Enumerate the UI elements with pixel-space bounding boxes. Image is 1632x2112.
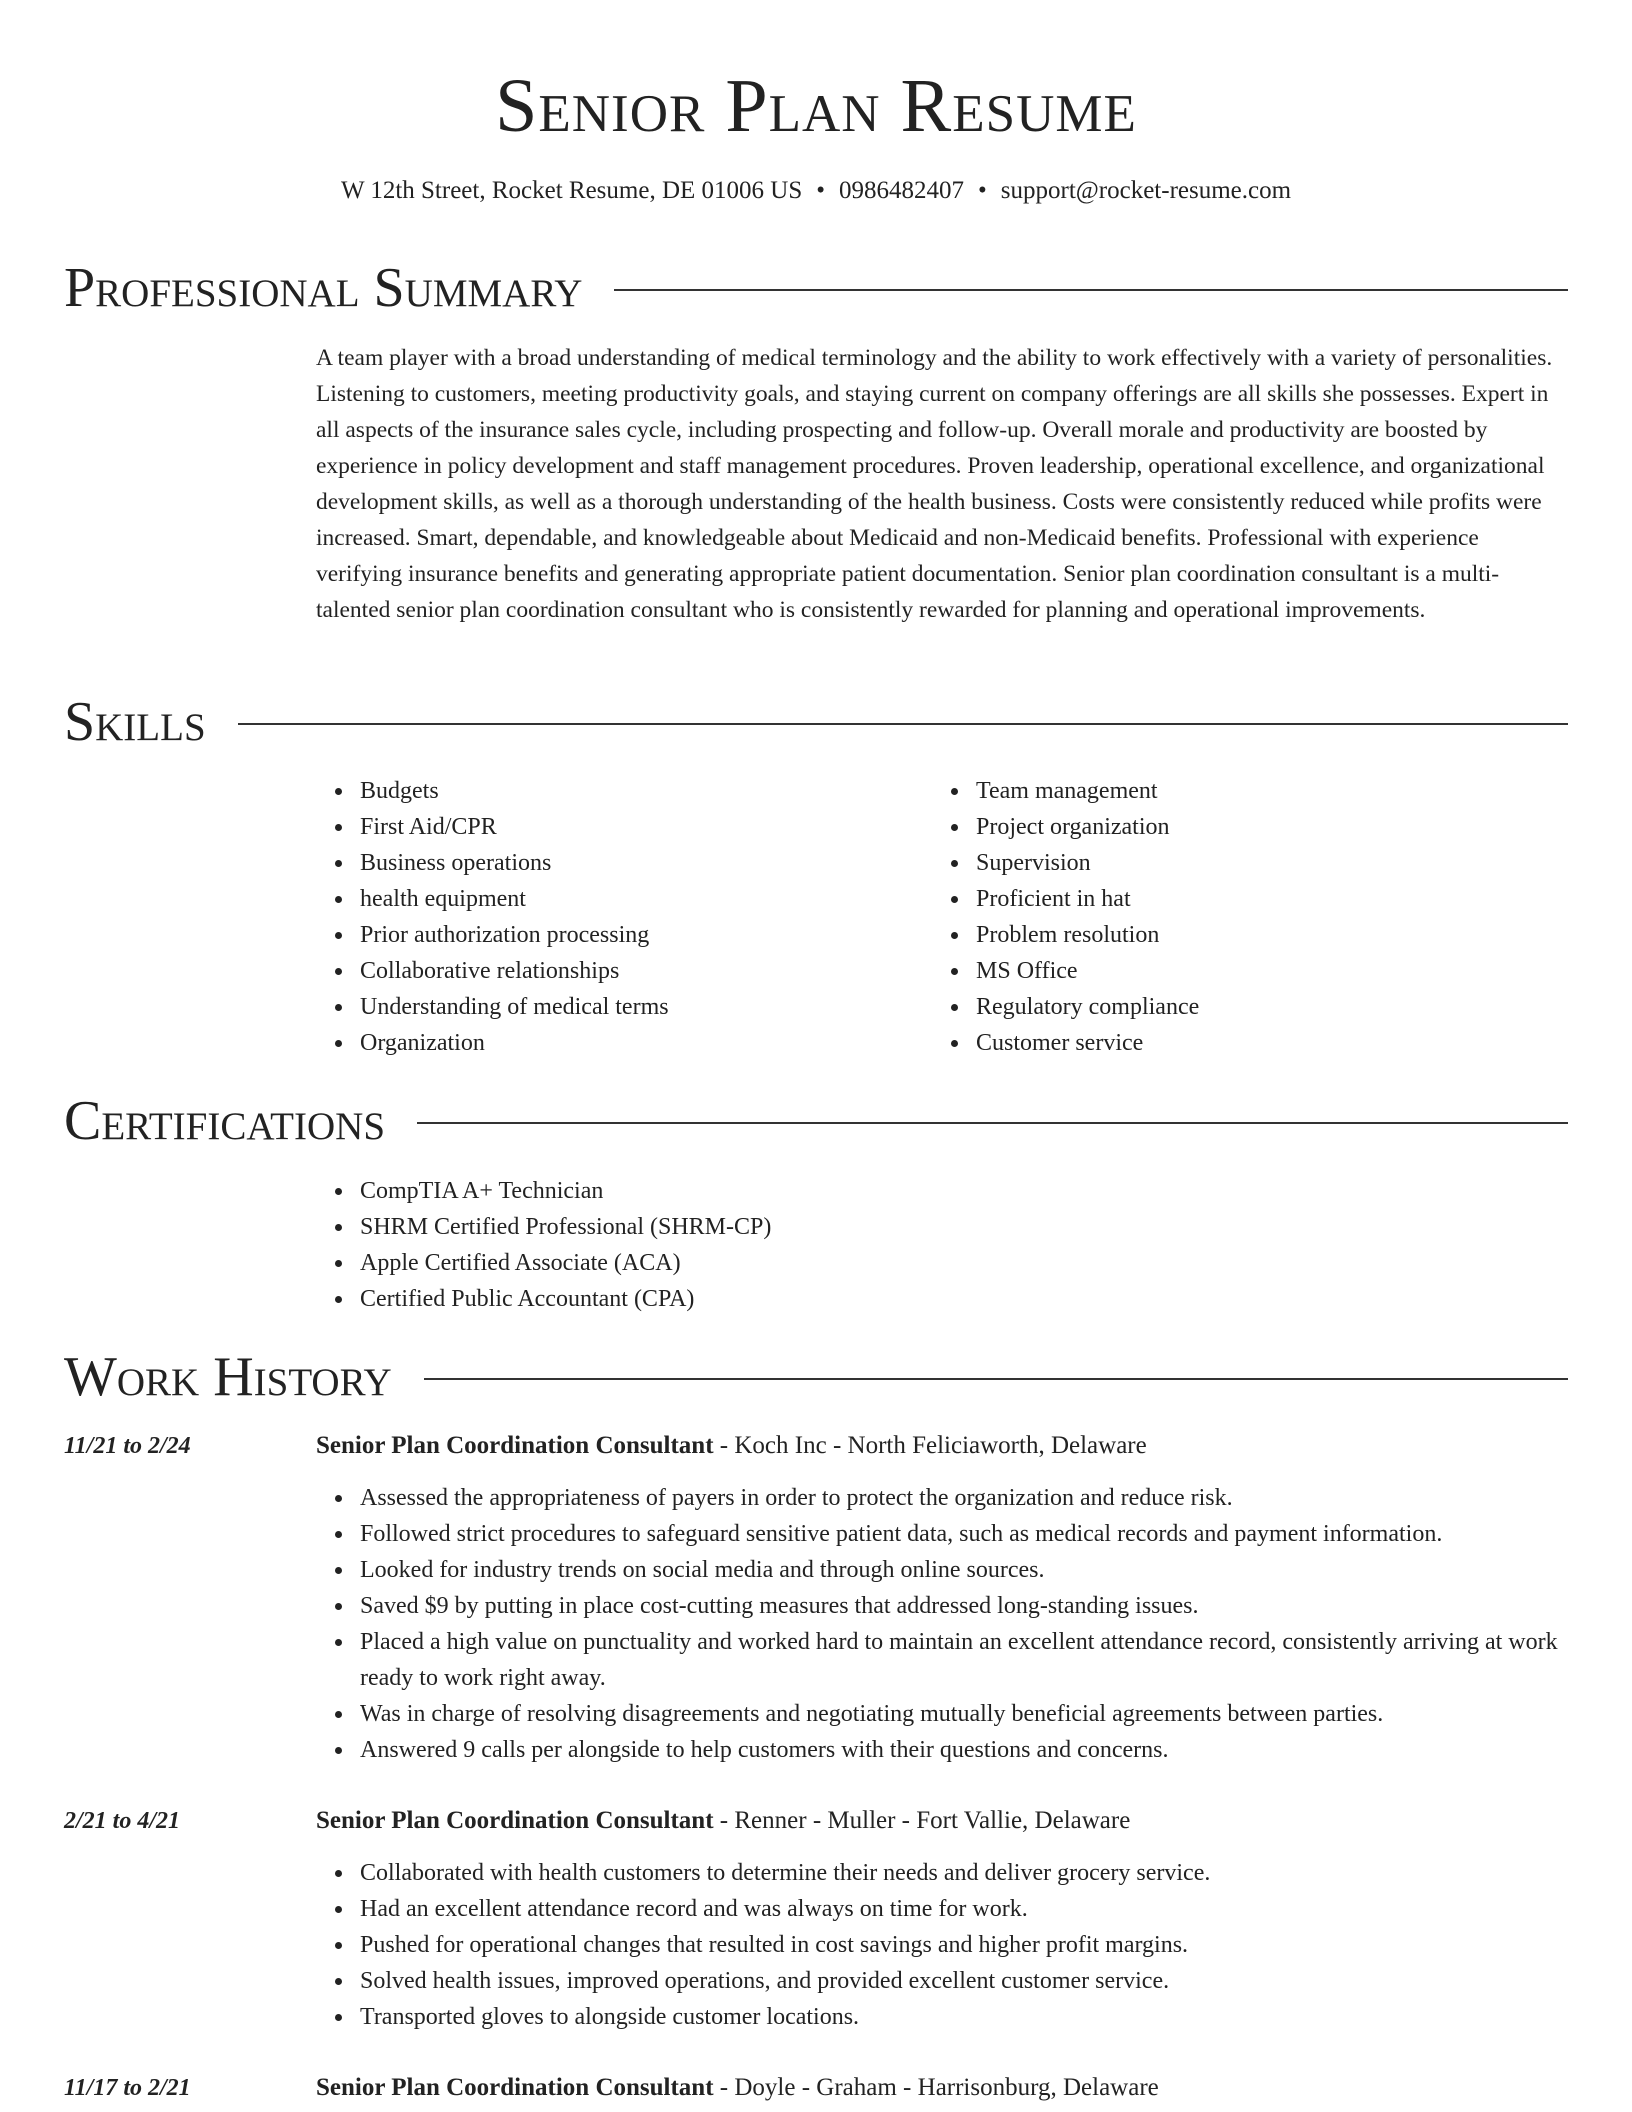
job-bullet: Saved $9 by putting in place cost-cutting measures that addressed long-standing issues.	[360, 1588, 1576, 1624]
job-bullet: Placed a high value on punctuality and worked hard to maintain an excellent attendance record, consistently arriving at work ready to work right away.	[360, 1624, 1576, 1696]
section-heading: Certifications	[64, 1090, 386, 1152]
skill-item: Collaborative relationships	[360, 953, 916, 989]
job-bullet: Collaborated with health customers to determine their needs and deliver grocery service.	[360, 1855, 1576, 1891]
job-dates: 11/17 to 2/21	[64, 2075, 191, 2101]
job-header	[316, 1428, 1576, 1464]
skill-item: Team management	[976, 773, 1532, 809]
job-company-location: - Doyle - Graham - Harrisonburg, Delaware	[713, 2074, 1159, 2101]
skill-item: First Aid/CPR	[360, 809, 916, 845]
summary-text: A team player with a broad understanding of medical terminology and the ability to work effectively with a variety of personalities. Listening to customers, meeting productivity goals, and staying current on company offerings are all skills she possesses. Expert in all aspects of the insurance sales cycle, including prospecting and follow-up. Overall morale and productivity are boosted by experience in policy development and staff management procedures. Proven leadership, operational excellence, and organizational development skills, as well as a thorough understanding of the health business. Costs were consistently reduced while profits were increased. Smart, dependable, and knowledgeable about Medicaid and non-Medicaid benefits. Professional with experience verifying insurance benefits and generating appropriate patient documentation. Senior plan coordination consultant is a multi-talented senior plan coordination consultant who is consistently rewarded for planning and operational improvements.	[316, 345, 1553, 623]
email: support@rocket-resume.com	[1000, 177, 1292, 204]
job-bullet-list	[316, 1480, 1576, 1768]
certifications-list	[316, 1173, 1216, 1317]
section-certifications	[64, 1089, 1568, 1153]
job-company-location: - Renner - Muller - Fort Vallie, Delaware	[713, 1807, 1131, 1834]
skills-list	[932, 773, 1532, 1061]
skill-item: Regulatory compliance	[976, 989, 1532, 1025]
contact-line	[0, 174, 1632, 208]
skill-item: MS Office	[976, 953, 1532, 989]
job-bullet: Looked for industry trends on social media and through online sources.	[360, 1552, 1576, 1588]
skill-item: Business operations	[360, 845, 916, 881]
certification-item: Certified Public Accountant (CPA)	[360, 1281, 1216, 1317]
skill-item: Organization	[360, 1025, 916, 1061]
separator-dot: •	[816, 177, 825, 204]
job-bullet: Assessed the appropriateness of payers in order to protect the organization and reduce risk.	[360, 1480, 1576, 1516]
skill-item: health equipment	[360, 881, 916, 917]
certification-item: Apple Certified Associate (ACA)	[360, 1245, 1216, 1281]
section-divider	[424, 1378, 1568, 1380]
section-heading: Work History	[64, 1346, 392, 1408]
skill-item: Prior authorization processing	[360, 917, 916, 953]
skill-item: Supervision	[976, 845, 1532, 881]
job-bullet: Had an excellent attendance record and was always on time for work.	[360, 1891, 1576, 1927]
job-title: Senior Plan Coordination Consultant	[316, 1432, 714, 1459]
skills-list	[316, 773, 916, 1061]
skill-item: Budgets	[360, 773, 916, 809]
certification-item: SHRM Certified Professional (SHRM-CP)	[360, 1209, 1216, 1245]
skill-item: Project organization	[976, 809, 1532, 845]
job-header	[316, 1803, 1576, 1839]
address: W 12th Street, Rocket Resume, DE 01006 US	[340, 177, 803, 204]
phone: 0986482407	[839, 177, 964, 204]
skill-item: Customer service	[976, 1025, 1532, 1061]
job-bullet: Pushed for operational changes that resulted in cost savings and higher profit margins.	[360, 1927, 1576, 1963]
section-divider	[238, 723, 1568, 725]
skill-item: Understanding of medical terms	[360, 989, 916, 1025]
skills-column-right	[932, 773, 1532, 1061]
job-dates: 2/21 to 4/21	[64, 1808, 181, 1834]
section-professional-summary	[64, 256, 1568, 320]
section-heading: Professional Summary	[64, 257, 583, 319]
job-bullet: Answered 9 calls per alongside to help customers with their questions and concerns.	[360, 1732, 1576, 1768]
job-duties	[316, 1480, 1576, 1768]
job-bullet: Solved health issues, improved operations, and provided excellent customer service.	[360, 1963, 1576, 1999]
job-header	[316, 2070, 1576, 2106]
section-work-history	[64, 1345, 1568, 1409]
certifications-block	[316, 1173, 1216, 1317]
job-title: Senior Plan Coordination Consultant	[316, 1807, 714, 1834]
section-divider	[417, 1122, 1568, 1124]
section-divider	[614, 289, 1568, 291]
job-company-location: - Koch Inc - North Feliciaworth, Delaware	[713, 1432, 1147, 1459]
section-skills	[64, 690, 1568, 754]
job-bullet: Followed strict procedures to safeguard sensitive patient data, such as medical records and payment information.	[360, 1516, 1576, 1552]
skills-column-left	[316, 773, 916, 1061]
job-bullet: Was in charge of resolving disagreements and negotiating mutually beneficial agreements between parties.	[360, 1696, 1576, 1732]
section-heading: Skills	[64, 691, 206, 753]
job-title: Senior Plan Coordination Consultant	[316, 2074, 714, 2101]
job-bullet: Transported gloves to alongside customer locations.	[360, 1999, 1576, 2035]
certification-item: CompTIA A+ Technician	[360, 1173, 1216, 1209]
resume-name: Senior Plan Resume	[495, 64, 1137, 148]
job-dates: 11/21 to 2/24	[64, 1433, 191, 1459]
skill-item: Proficient in hat	[976, 881, 1532, 917]
separator-dot: •	[978, 177, 987, 204]
job-bullet-list	[316, 1855, 1576, 2035]
job-duties	[316, 1855, 1576, 2035]
skill-item: Problem resolution	[976, 917, 1532, 953]
